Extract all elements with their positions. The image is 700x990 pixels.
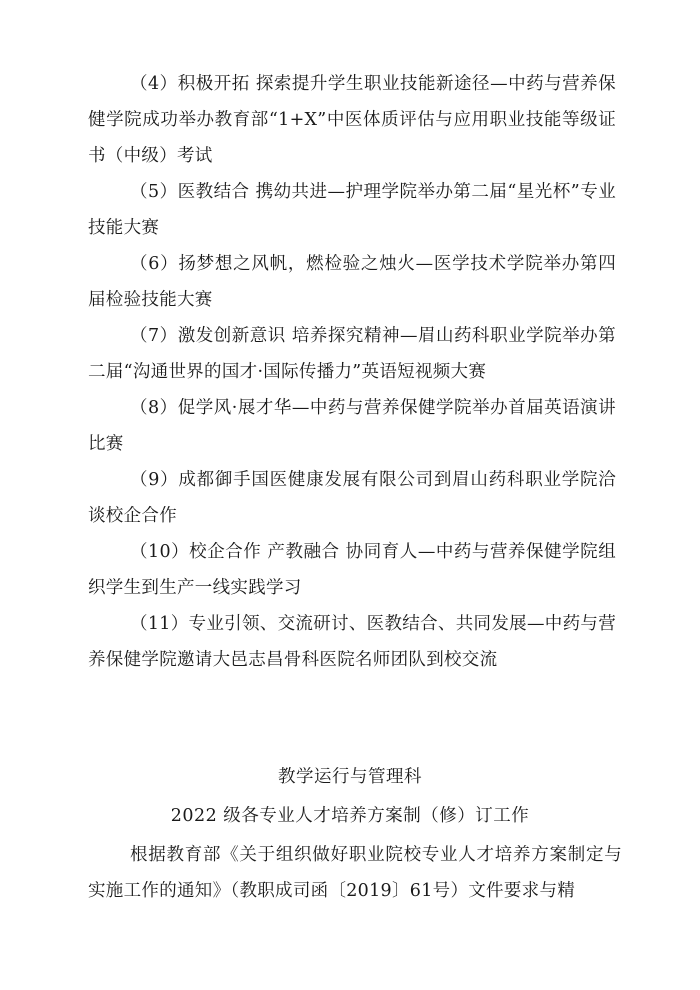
list-item-10: （10）校企合作 产教融合 协同育人—中药与营养保健学院组织学生到生产一线实践学习 — [88, 542, 616, 598]
list-item-8: （8）促学风·展才华—中药与营养保健学院举办首届英语演讲比赛 — [88, 398, 616, 454]
list-item-7: （7）激发创新意识 培养探究精神—眉山药科职业学院举办第二届“沟通世界的国才·国际传播力”英语短视频大赛 — [88, 326, 616, 382]
list-item-4: （4）积极开拓 探索提升学生职业技能新途径—中药与营养保健学院成功举办教育部“1+X”中医体质评估与应用职业技能等级证书（中级）考试 — [88, 74, 616, 166]
body-paragraph: 根据教育部《关于组织做好职业院校专业人才培养方案制定与实施工作的通知》（教职成司函〔2019〕61号）文件要求与精 — [88, 845, 622, 901]
section-title: 2022 级各专业人才培养方案制（修）订工作 — [170, 806, 530, 826]
list-item-6: （6）扬梦想之风帆，燃检验之烛火—医学技术学院举办第四届检验技能大赛 — [88, 254, 616, 310]
list-item-11: （11）专业引领、交流研讨、医教结合、共同发展—中药与营养保健学院邀请大邑志昌骨科医院名师团队到校交流 — [88, 614, 616, 670]
department-heading: 教学运行与管理科 — [278, 767, 422, 787]
list-item-9: （9）成都御手国医健康发展有限公司到眉山药科职业学院洽谈校企合作 — [88, 470, 616, 526]
list-item-5: （5）医教结合 携幼共进—护理学院举办第二届“星光杯”专业技能大赛 — [88, 182, 616, 238]
